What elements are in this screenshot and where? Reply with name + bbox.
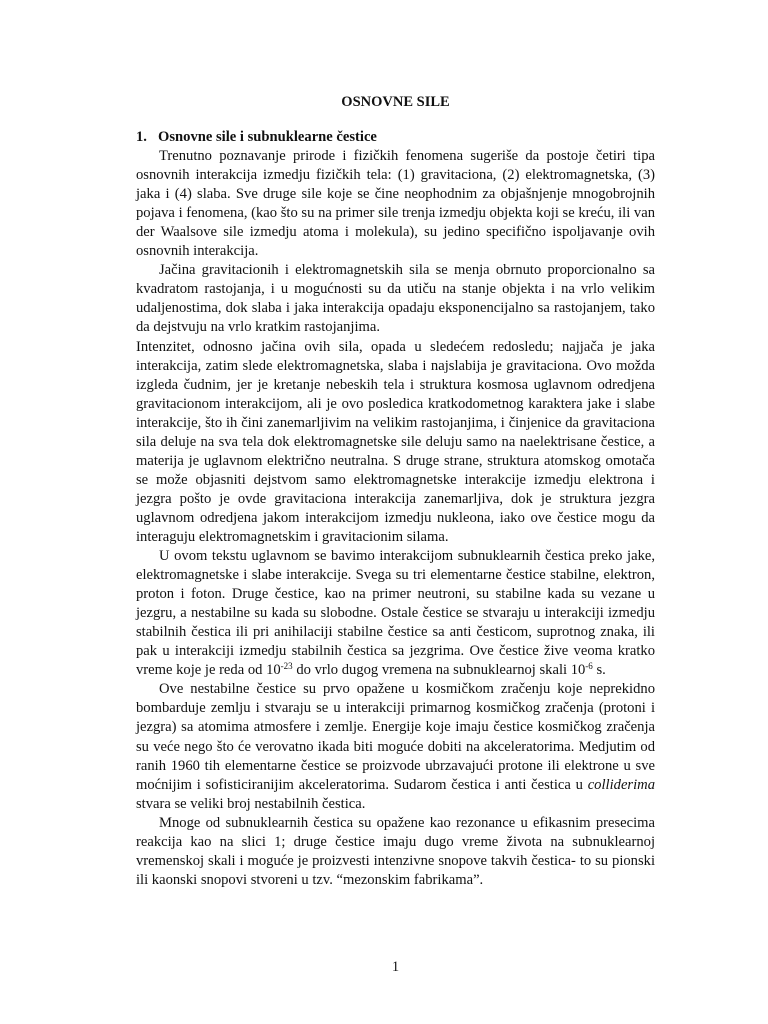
section-number: 1.: [136, 129, 147, 145]
paragraph-4-text-c: s.: [592, 662, 606, 679]
exponent-minus-23: -23: [280, 661, 293, 672]
page-number: 1: [391, 959, 400, 975]
paragraph-5-text-b: stvara se veliki broj nestabilnih čestica.: [136, 795, 366, 812]
paragraph-3: Intenzitet, odnosno jačina ovih sila, opada u sledećem redosledu; najjača je jaka interakcija, zatim slede elektromagnetska, slaba i najslabija je gravitaciona. Ovo možda izgleda čudnim, jer je kretanje nebeskih tela i struktura kosmosa uglavnom odredjena gravitacionom interakcijom, ali je ovo posledica kratkodometnog karaktera jake i slabe interakcije, što ih čini zanemarljivim na velikim rastojanjima, i činjenice da gravitaciona sila deluje na sva tela dok elektromagnetske sile deluju samo na naelektrisane čestice, a materija je uglavnom električno neutralna. S druge strane, struktura atomskog omotača se može objasniti dejstvom samo elektromagnetske interakcije izmedju elektrona i jezgra pošto je ovde gravitaciona interakcija zanemarljiva, dok je struktura jezgra uglavnom odredjena jakom interakcijom izmedju nukleona, iako ove čestice mogu da interaguju elektromagnetskim i gravitacionim silama.: [136, 338, 655, 545]
paragraph-5-italic-term: colliderima: [587, 776, 655, 793]
document-body: [136, 128, 655, 890]
exponent-minus-6: -6: [585, 661, 593, 672]
paragraph-6: Mnoge od subnuklearnih čestica su opažene kao rezonance u efikasnim presecima reakcija kao na slici 1; druge čestice imaju dugo vreme života na subnuklearnoj vremenskoj skali i moguće je proizvesti intenzivne snopove takvih čestica- to su pionski ili kaonski snopovi stvoreni u tzv. “mezonskim fabrikama”.: [136, 814, 655, 888]
page-title: OSNOVNE SILE: [341, 94, 450, 110]
paragraph-4-text-b: do vrlo dugog vremena na subnuklearnoj skali 10: [292, 662, 586, 679]
paragraph-2: Jačina gravitacionih i elektromagnetskih sila se menja obrnuto proporcionalno sa kvadratom rastojanja, i u mogućnosti su da utiču na stanje objekta i na vrlo velikim udaljenostima, dok slaba i jaka interakcija opadaju eksponencijalno sa rastojanjem, tako da dejstvuju na vrlo kratkim rastojanjima.: [136, 262, 655, 336]
section-heading: [136, 128, 655, 147]
section-title: Osnovne sile i subnuklearne čestice: [158, 129, 377, 145]
paragraph-5: [136, 680, 655, 813]
paragraph-4: [136, 547, 655, 680]
paragraph-4-text-a: U ovom tekstu uglavnom se bavimo interakcijom subnuklearnih čestica preko jake, elektromagnetske i slabe interakcije. Svega su tri elementarne čestice stabilne, elektron, proton i foton. Druge čestice, kao na primer neutroni, su stabilne kada su vezane u jezgru, a nestabilne su kada su slobodne. Ostale čestice se stvaraju u interakciji izmedju stabilnih čestica ili pri anihilaciji stabilne čestice sa anti česticom, suprotnog znaka, ili pak u interakciji izmedju stabilnih čestica sa jezgrima. Ove čestice žive veoma kratko vreme koje je reda od 10: [136, 548, 655, 679]
paragraph-5-text-a: Ove nestabilne čestice su prvo opažene u kosmičkom zračenju koje neprekidno bombarduje zemlju i stvaraju se u interakciji primarnog kosmičkog zračenja (protoni i jezgra) sa atomima atmosfere i zemlje. Energije koje imaju čestice kosmičkog zračenja su veće nego što će verovatno ikada biti moguće dobiti na akceleratorima. Medjutim od ranih 1960 tih elementarne čestice se proizvode ubrzavajući protone ili elektrone u sve moćnijim i sofisticiranijim akceleratorima. Sudarom čestica i anti čestica u: [136, 681, 655, 793]
paragraph-1: Trenutno poznavanje prirode i fizičkih fenomena sugeriše da postoje četiri tipa osnovnih interakcija izmedju fizičkih tela: (1) gravitaciona, (2) elektromagnetska, (3) jaka i (4) slaba. Sve druge sile koje se čine neophodnim za objašnjenje mnogobrojnih pojava i fenomena, (kao što su na primer sile trenja izmedju objekta koji se kreću, ili van der Waalsove sile izmedju atoma i molekula), su jedino specifično ispoljavanje ovih osnovnih interakcija.: [136, 148, 655, 260]
